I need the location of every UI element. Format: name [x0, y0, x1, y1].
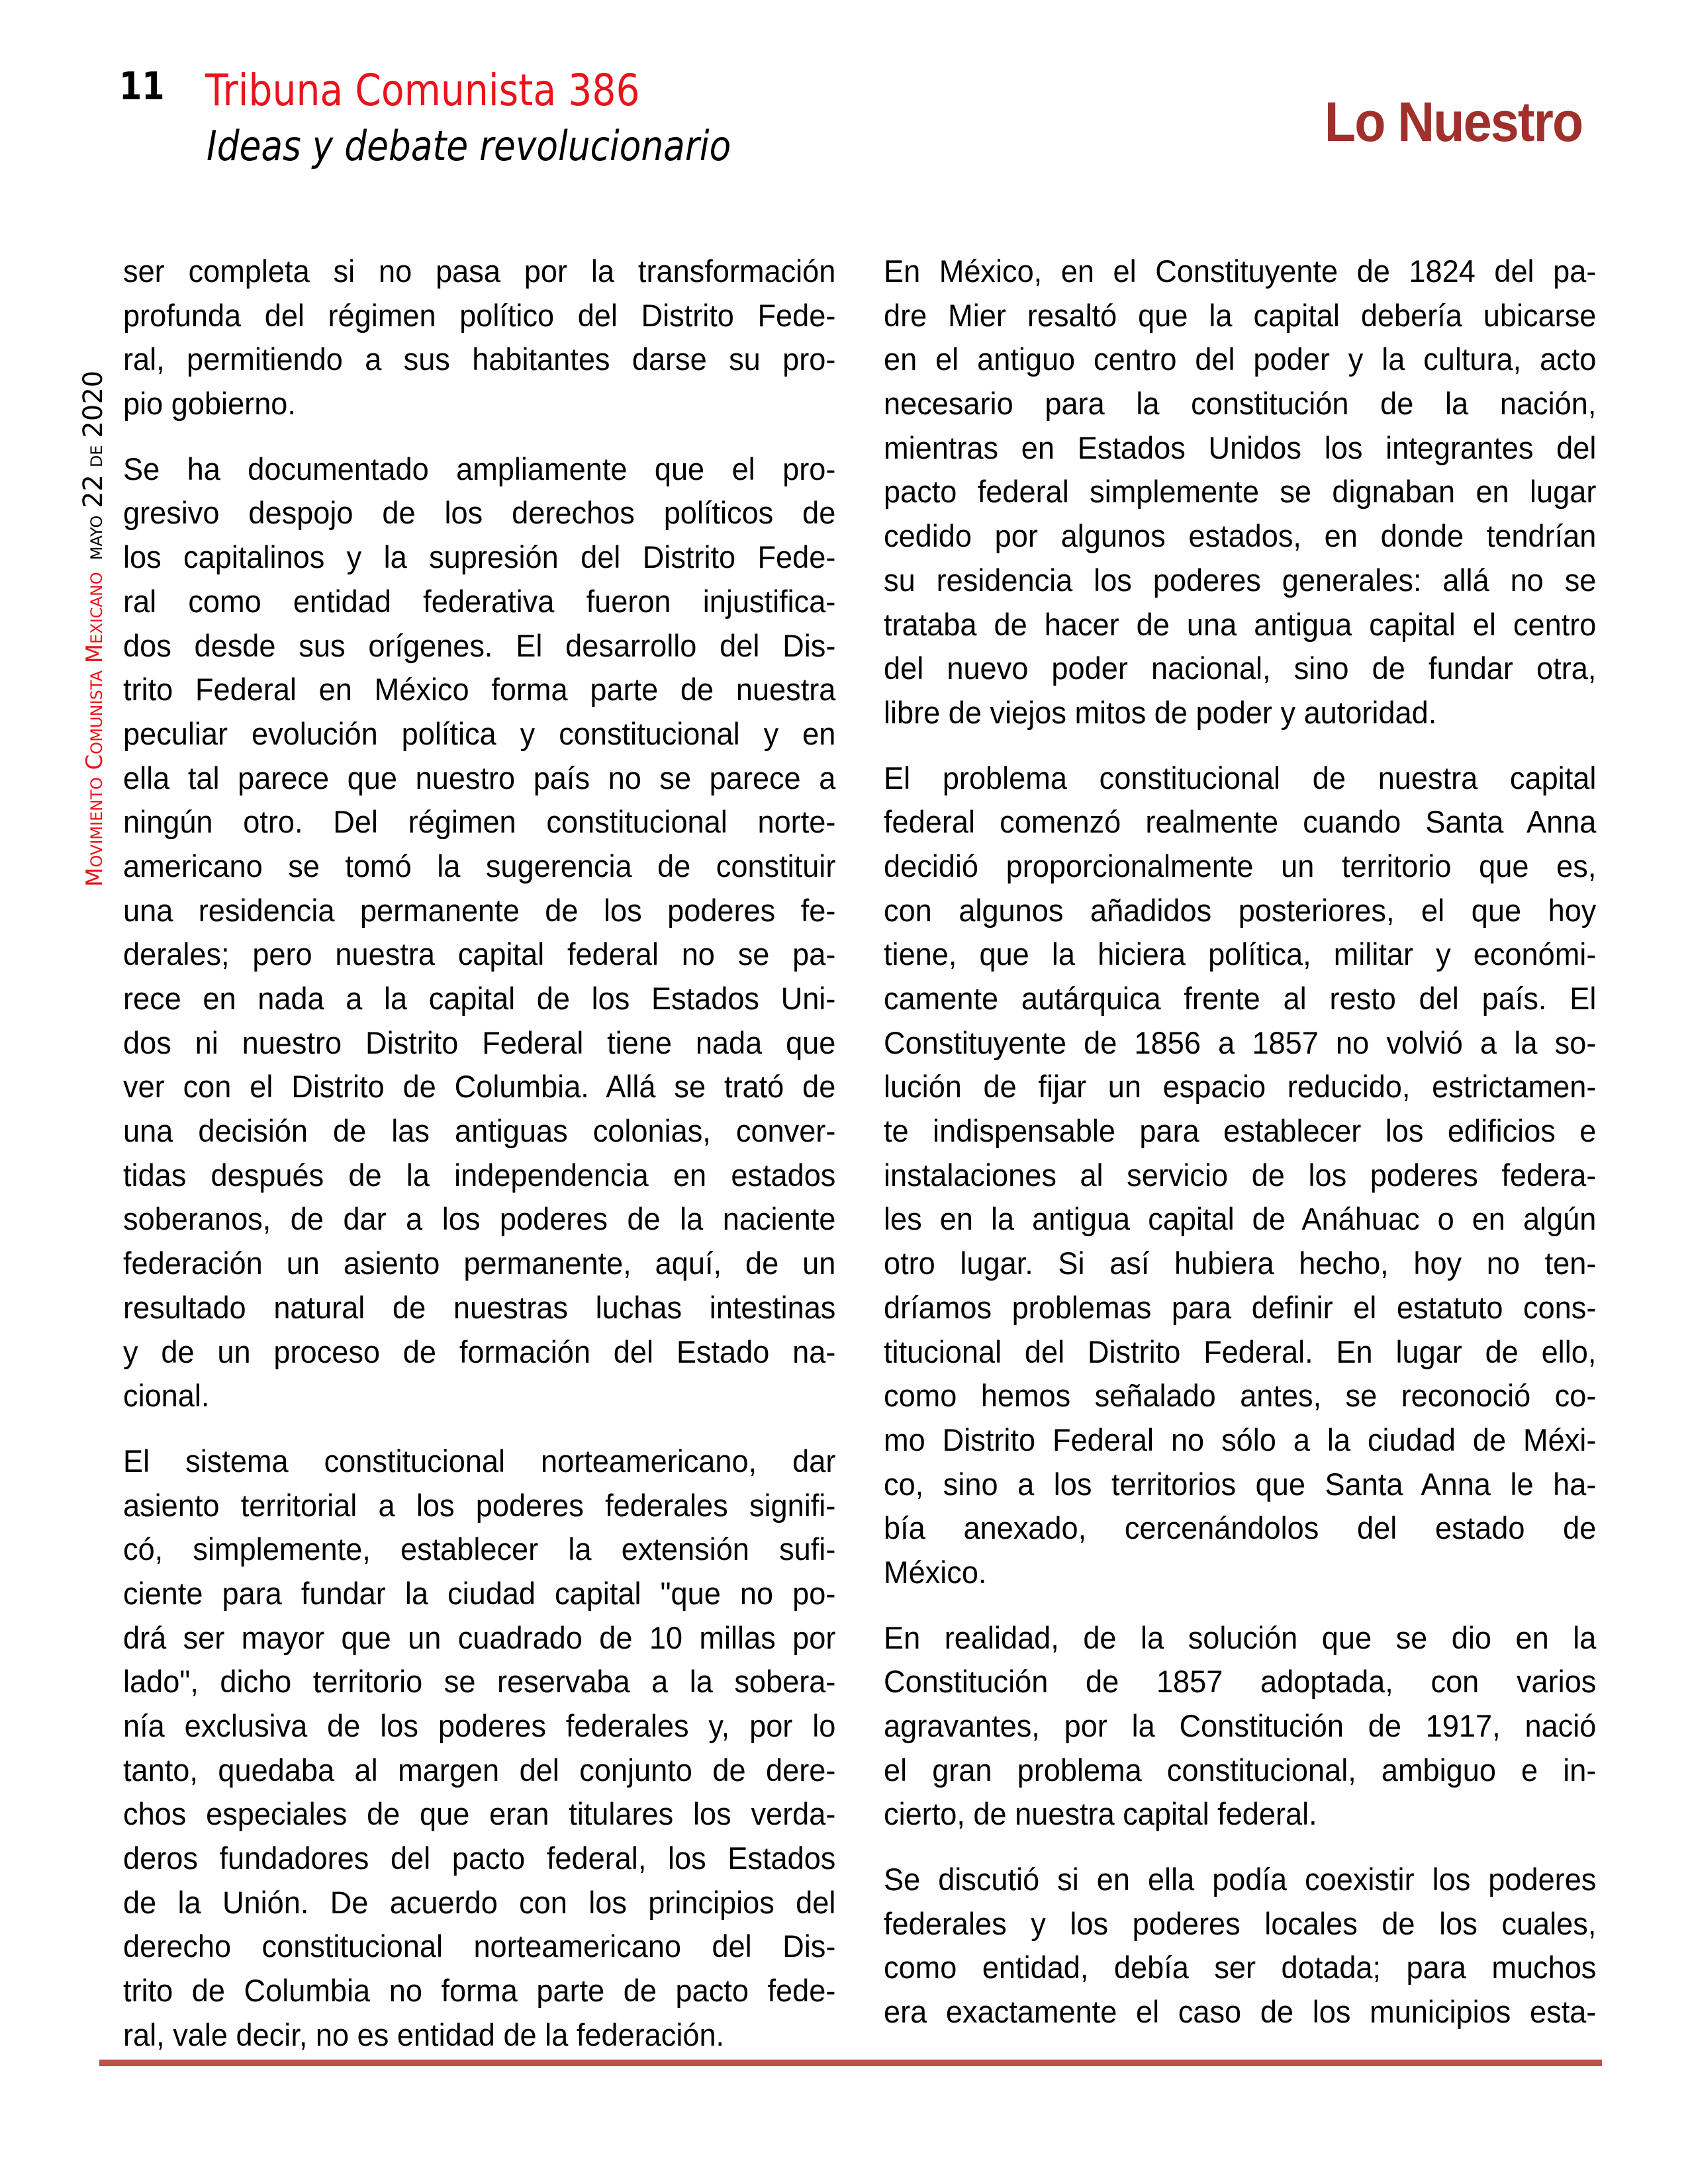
text-line: cierto, de nuestra capital federal.: [884, 1797, 1317, 1833]
text-line: ral como entidad federativa fueron injustifica-: [123, 584, 836, 619]
text-line: gresivo despojo de los derechos políticos de: [123, 496, 836, 531]
text-line: con algunos añadidos posteriores, el que hoy: [884, 893, 1597, 929]
text-line: En realidad, de la solución que se dio en la: [884, 1620, 1597, 1656]
text-line: cedido por algunos estados, en donde tendrían: [884, 519, 1597, 555]
text-line: te indispensable para establecer los edificios e: [884, 1114, 1597, 1150]
page-number: 11: [119, 64, 165, 109]
footer-rule: [99, 2060, 1602, 2066]
paragraph: [123, 250, 835, 427]
side-banner: [78, 371, 109, 887]
text-column-left: [123, 250, 835, 2079]
text-line: era exactamente el caso de los municipios esta-: [884, 1995, 1597, 2030]
text-line: ser completa si no pasa por la transformación: [123, 254, 836, 289]
paragraph: [884, 1617, 1596, 1837]
text-line: otro lugar. Si así hubiera hecho, hoy no ten-: [884, 1246, 1597, 1282]
text-line: ral, vale decir, no es entidad de la federación.: [123, 2017, 725, 2053]
text-line: mo Distrito Federal no sólo a la ciudad de Méxi-: [884, 1422, 1597, 1458]
text-line: deros fundadores del pacto federal, los Estados: [123, 1841, 836, 1877]
text-line: asiento territorial a los poderes federales signifi-: [123, 1488, 836, 1524]
text-line: profunda del régimen político del Distrito Fede-: [123, 298, 836, 334]
text-line: ella tal parece que nuestro país no se parece a: [123, 760, 836, 796]
text-line: nía exclusiva de los poderes federales y, por lo: [123, 1709, 836, 1744]
text-line: peculiar evolución política y constitucional y en: [123, 716, 836, 752]
text-line: lado", dicho territorio se reservaba a la sobera-: [123, 1664, 836, 1700]
text-line: instalaciones al servicio de los poderes federa-: [884, 1158, 1597, 1193]
text-line: bía anexado, cercenándolos del estado de: [884, 1511, 1597, 1547]
text-line: agravantes, por la Constitución de 1917, nació: [884, 1709, 1597, 1744]
text-line: decidió proporcionalmente un territorio que es,: [884, 848, 1597, 884]
text-line: ral, permitiendo a sus habitantes darse su pro-: [123, 342, 836, 378]
text-line: federal comenzó realmente cuando Santa Anna: [884, 805, 1597, 841]
text-line: chos especiales de que eran titulares los verda-: [123, 1797, 836, 1833]
text-line: y de un proceso de formación del Estado na-: [123, 1334, 836, 1370]
text-line: rece en nada a la capital de los Estados Uni-: [123, 981, 836, 1017]
paragraph: [884, 757, 1596, 1596]
text-line: derales; pero nuestra capital federal no se pa-: [123, 937, 836, 973]
text-line: Se discutió si en ella podía coexistir los poderes: [884, 1862, 1597, 1898]
text-line: Constitución de 1857 adoptada, con varios: [884, 1664, 1597, 1700]
publication-title: Tribuna Comunista 386: [205, 65, 640, 116]
text-line: ningún otro. Del régimen constitucional norte-: [123, 805, 836, 841]
text-line: có, simplemente, establecer la extensión sufi-: [123, 1532, 836, 1568]
text-line: tanto, quedaba al margen del conjunto de dere-: [123, 1752, 836, 1788]
text-line: tidas después de la independencia en estados: [123, 1158, 836, 1193]
text-line: En México, en el Constituyente de 1824 del pa-: [884, 254, 1597, 289]
text-line: el gran problema constitucional, ambiguo e in-: [884, 1752, 1597, 1788]
text-line: necesario para la constitución de la nación,: [884, 387, 1597, 422]
text-line: cional.: [123, 1379, 210, 1414]
text-line: pacto federal simplemente se dignaban en lugar: [884, 475, 1597, 510]
text-line: dre Mier resaltó que la capital debería ubicarse: [884, 298, 1597, 334]
text-line: resultado natural de nuestras luchas intestinas: [123, 1290, 836, 1326]
text-line: soberanos, de dar a los poderes de la naciente: [123, 1202, 836, 1238]
text-line: camente autárquica frente al resto del país. El: [884, 981, 1597, 1017]
paragraph: [884, 1858, 1596, 2035]
text-line: ciente para fundar la ciudad capital "que no po-: [123, 1576, 836, 1612]
text-line: ver con el Distrito de Columbia. Allá se trató de: [123, 1069, 836, 1105]
text-line: una residencia permanente de los poderes fe-: [123, 893, 836, 929]
text-line: titucional del Distrito Federal. En lugar de ello,: [884, 1334, 1597, 1370]
text-line: Constituyente de 1856 a 1857 no volvió a la so-: [884, 1025, 1597, 1061]
text-line: en el antiguo centro del poder y la cultura, acto: [884, 342, 1597, 378]
publication-subtitle: Ideas y debate revolucionario: [207, 122, 731, 170]
text-line: federación un asiento permanente, aquí, de un: [123, 1246, 836, 1282]
text-line: Se ha documentado ampliamente que el pro-: [123, 451, 836, 487]
text-line: de la Unión. De acuerdo con los principios del: [123, 1885, 836, 1921]
text-line: El sistema constitucional norteamericano, dar: [123, 1443, 836, 1479]
text-line: drá ser mayor que un cuadrado de 10 millas por: [123, 1620, 836, 1656]
text-line: El problema constitucional de nuestra capital: [884, 760, 1597, 796]
text-line: una decisión de las antiguas colonias, conver-: [123, 1114, 836, 1150]
text-line: su residencia los poderes generales: allá no se: [884, 563, 1597, 598]
text-line: trataba de hacer de una antigua capital el centro: [884, 607, 1597, 643]
text-line: mientras en Estados Unidos los integrantes del: [884, 430, 1597, 466]
text-line: les en la antigua capital de Anáhuac o en algún: [884, 1202, 1597, 1238]
text-line: del nuevo poder nacional, sino de fundar otra,: [884, 651, 1597, 687]
text-line: los capitalinos y la supresión del Distrito Fede-: [123, 540, 836, 576]
text-line: americano se tomó la sugerencia de constituir: [123, 848, 836, 884]
text-line: como hemos señalado antes, se reconoció co-: [884, 1379, 1597, 1414]
paragraph: [123, 1440, 835, 2058]
organization-name: Movimiento Comunista Mexicano: [81, 572, 108, 887]
text-column-right: [884, 250, 1596, 2056]
section-title: Lo Nuestro: [1324, 91, 1582, 153]
text-line: como entidad, debía ser dotada; para muchos: [884, 1950, 1597, 1986]
text-line: libre de viejos mitos de poder y autoridad.: [884, 695, 1437, 731]
text-line: federales y los poderes locales de los cuales,: [884, 1906, 1597, 1942]
paragraph: [884, 250, 1596, 736]
text-line: dríamos problemas para definir el estatuto cons-: [884, 1290, 1597, 1326]
text-line: dos desde sus orígenes. El desarrollo del Dis-: [123, 628, 836, 664]
date-day: 22: [78, 474, 109, 508]
text-line: México.: [884, 1555, 987, 1590]
text-line: derecho constitucional norteamericano del Dis-: [123, 1929, 836, 1965]
date-month: mayo: [81, 515, 108, 561]
text-line: lución de fijar un espacio reducido, estrictamen-: [884, 1069, 1597, 1105]
text-line: trito de Columbia no forma parte de pacto fede-: [123, 1974, 836, 2009]
text-line: dos ni nuestro Distrito Federal tiene nada que: [123, 1025, 836, 1061]
date-de: de: [81, 445, 108, 468]
paragraph: [123, 448, 835, 1419]
text-line: pio gobierno.: [123, 387, 296, 422]
text-line: trito Federal en México forma parte de nuestra: [123, 672, 836, 708]
date-year: 2020: [78, 370, 109, 438]
text-line: co, sino a los territorios que Santa Anna le ha-: [884, 1467, 1597, 1502]
issue-date: [78, 370, 109, 561]
text-line: tiene, que la hiciera política, militar y económi-: [884, 937, 1597, 973]
